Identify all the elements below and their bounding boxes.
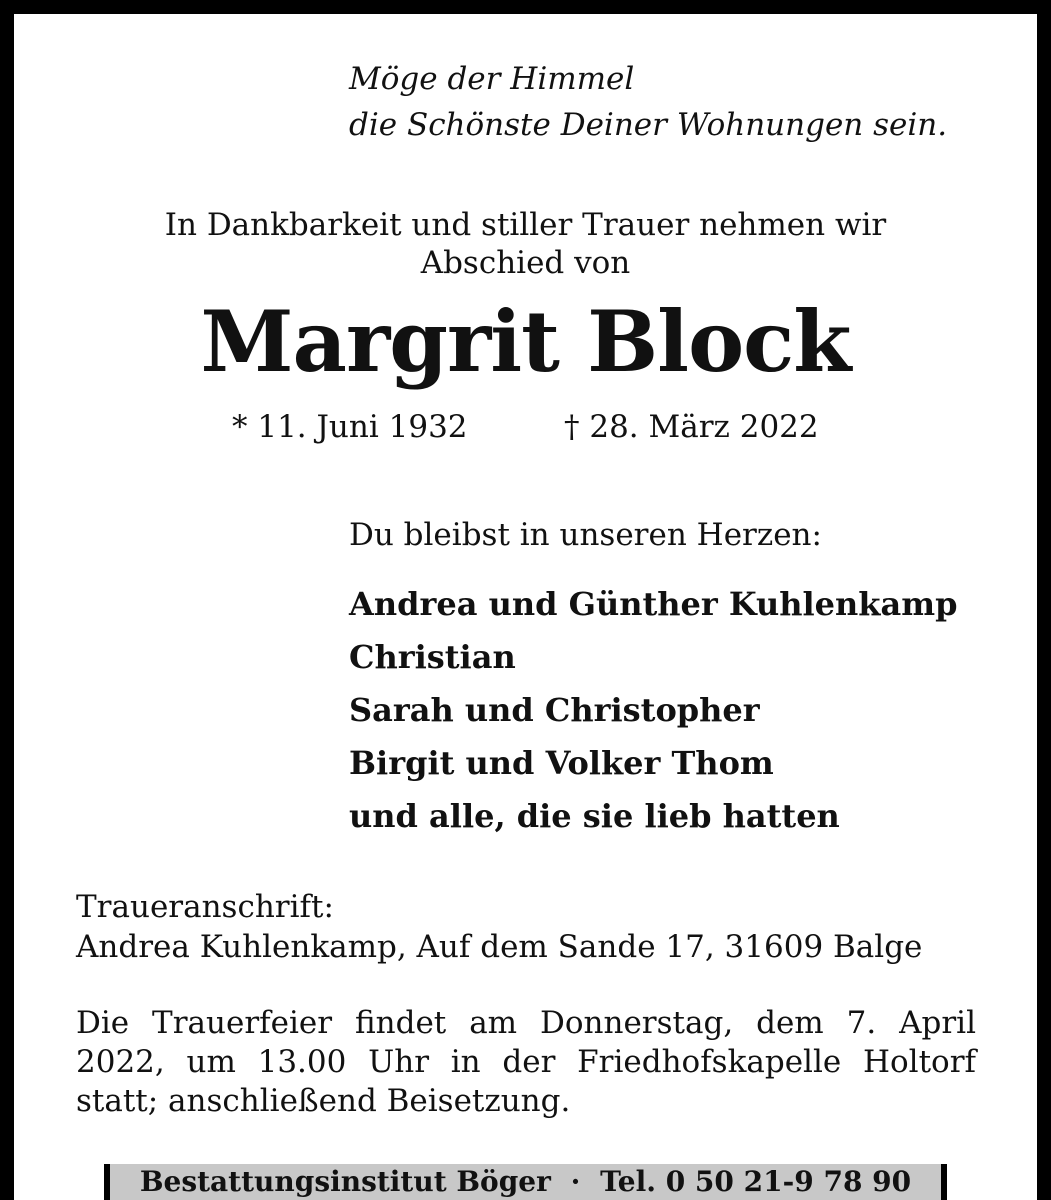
mourner-name: Andrea und Günther Kuhlenkamp bbox=[349, 585, 958, 623]
mourners-heading: Du bleibst in unseren Herzen: bbox=[349, 517, 822, 553]
funeral-home-name: Bestattungsinstitut Böger bbox=[139, 1165, 551, 1198]
address-label: Traueranschrift: bbox=[76, 889, 334, 925]
funeral-home-phone: Tel. 0 50 21-9 78 90 bbox=[600, 1165, 912, 1198]
mourner-name: Christian bbox=[349, 638, 516, 676]
deceased-name: Margrit Block bbox=[200, 292, 851, 391]
birth-date: * 11. Juni 1932 bbox=[232, 409, 468, 445]
address-value: Andrea Kuhlenkamp, Auf dem Sande 17, 31609 Balge bbox=[76, 929, 923, 965]
intro-line-1: In Dankbarkeit und stiller Trauer nehmen wir bbox=[164, 207, 887, 243]
service-info: Die Trauerfeier findet am Donnerstag, dem 7. April 2022, um 13.00 Uhr in der Friedhofskapelle Holtorf statt; anschließend Beisetzung. bbox=[76, 1005, 976, 1119]
mourner-name: Birgit und Volker Thom bbox=[349, 744, 774, 782]
motto-line-2: die Schönste Deiner Wohnungen sein. bbox=[349, 107, 948, 143]
footer-separator: · bbox=[570, 1165, 581, 1198]
mourner-name: und alle, die sie lieb hatten bbox=[349, 797, 840, 835]
death-date: † 28. März 2022 bbox=[564, 409, 819, 445]
intro-line-2: Abschied von bbox=[420, 245, 631, 281]
mourner-name: Sarah und Christopher bbox=[349, 691, 760, 729]
motto-line-1: Möge der Himmel bbox=[349, 61, 635, 97]
footer bbox=[0, 1166, 1051, 1198]
